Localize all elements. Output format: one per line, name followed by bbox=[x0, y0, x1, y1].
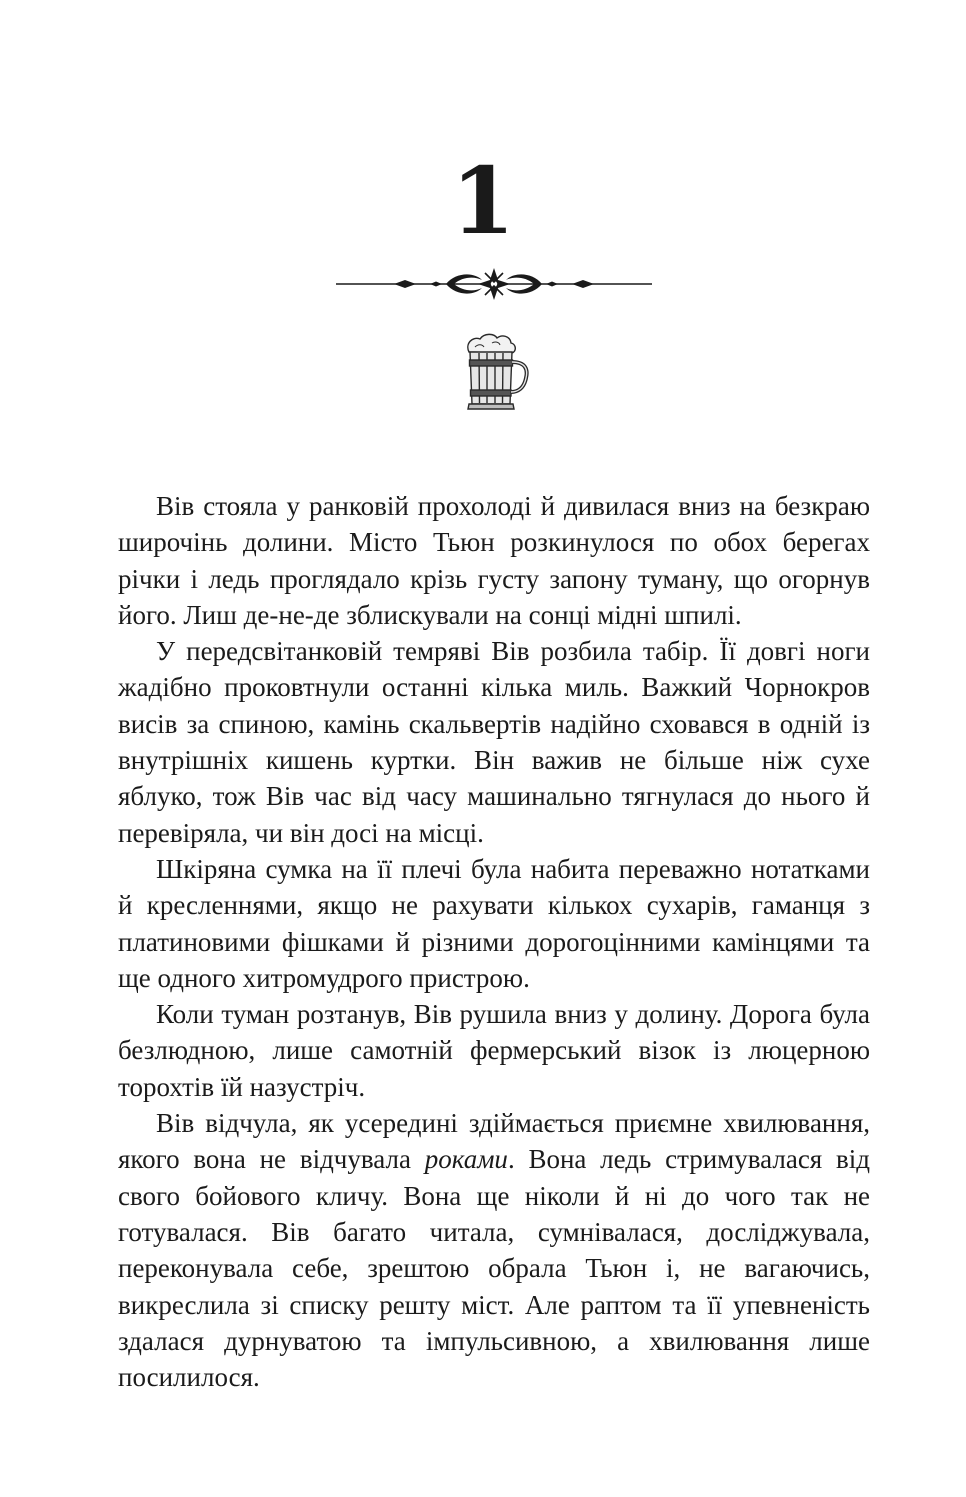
beer-mug-icon bbox=[462, 332, 532, 412]
paragraph: Коли туман розтанув, Вів рушила вниз у долину. Дорога була безлюдною, лише самотній фермерський візок із люцерною торохтів їй назустріч. bbox=[118, 999, 870, 1102]
paragraph: У передсвітанковій темряві Вів розбила табір. Її довгі ноги жадібно проковтнули останні кілька миль. Важкий Чорнокров висів за спиною, камінь скальвертів надійно сховався в одній із внутрішніх кишень куртки. Він важив не більше ніж сухе яблуко, тож Вів час від часу машинально тягнулася до нього й перевіряла, чи він досі на місці. bbox=[118, 636, 870, 848]
paragraph bbox=[118, 1105, 870, 1395]
paragraph-text: . Вона ледь стримувалася від свого бойового кличу. Вона ще ніколи й ні до чого так не готувалася. Вів багато читала, сумнівалася, досліджувала, переконувала себе, зрештою обрала Тьюн і, не вагаючись, викреслила зі списку решту міст. Але раптом та її упевненість здалася дурнуватою та імпульсивною, а хвилювання лише посилилося. bbox=[118, 1144, 870, 1393]
paragraph: Шкіряна сумка на її плечі була набита переважно нотатками й кресленнями, якщо не рахувати кількох сухарів, гаманця з платиновими фішками й різними дорогоцінними камінцями та ще одного хитромудрого пристрою. bbox=[118, 853, 870, 993]
paragraph-text: Вів відчула, як усередині здіймається приємне хвилювання, якого вона не відчувала bbox=[118, 1108, 870, 1175]
chapter-number: 1 bbox=[450, 147, 515, 255]
emphasized-word: роками bbox=[424, 1144, 508, 1175]
paragraph: Вів стояла у ранковій прохолоді й дивилася вниз на безкраю широчінь долини. Місто Тьюн розкинулося по обох берегах річки і ледь проглядало крізь густу запону туману, що огорнув його. Лиш де-не-де зблискували на сонці мідні шпилі. bbox=[118, 491, 870, 630]
chapter-text bbox=[118, 488, 870, 1395]
flourish-divider-icon bbox=[334, 262, 654, 306]
